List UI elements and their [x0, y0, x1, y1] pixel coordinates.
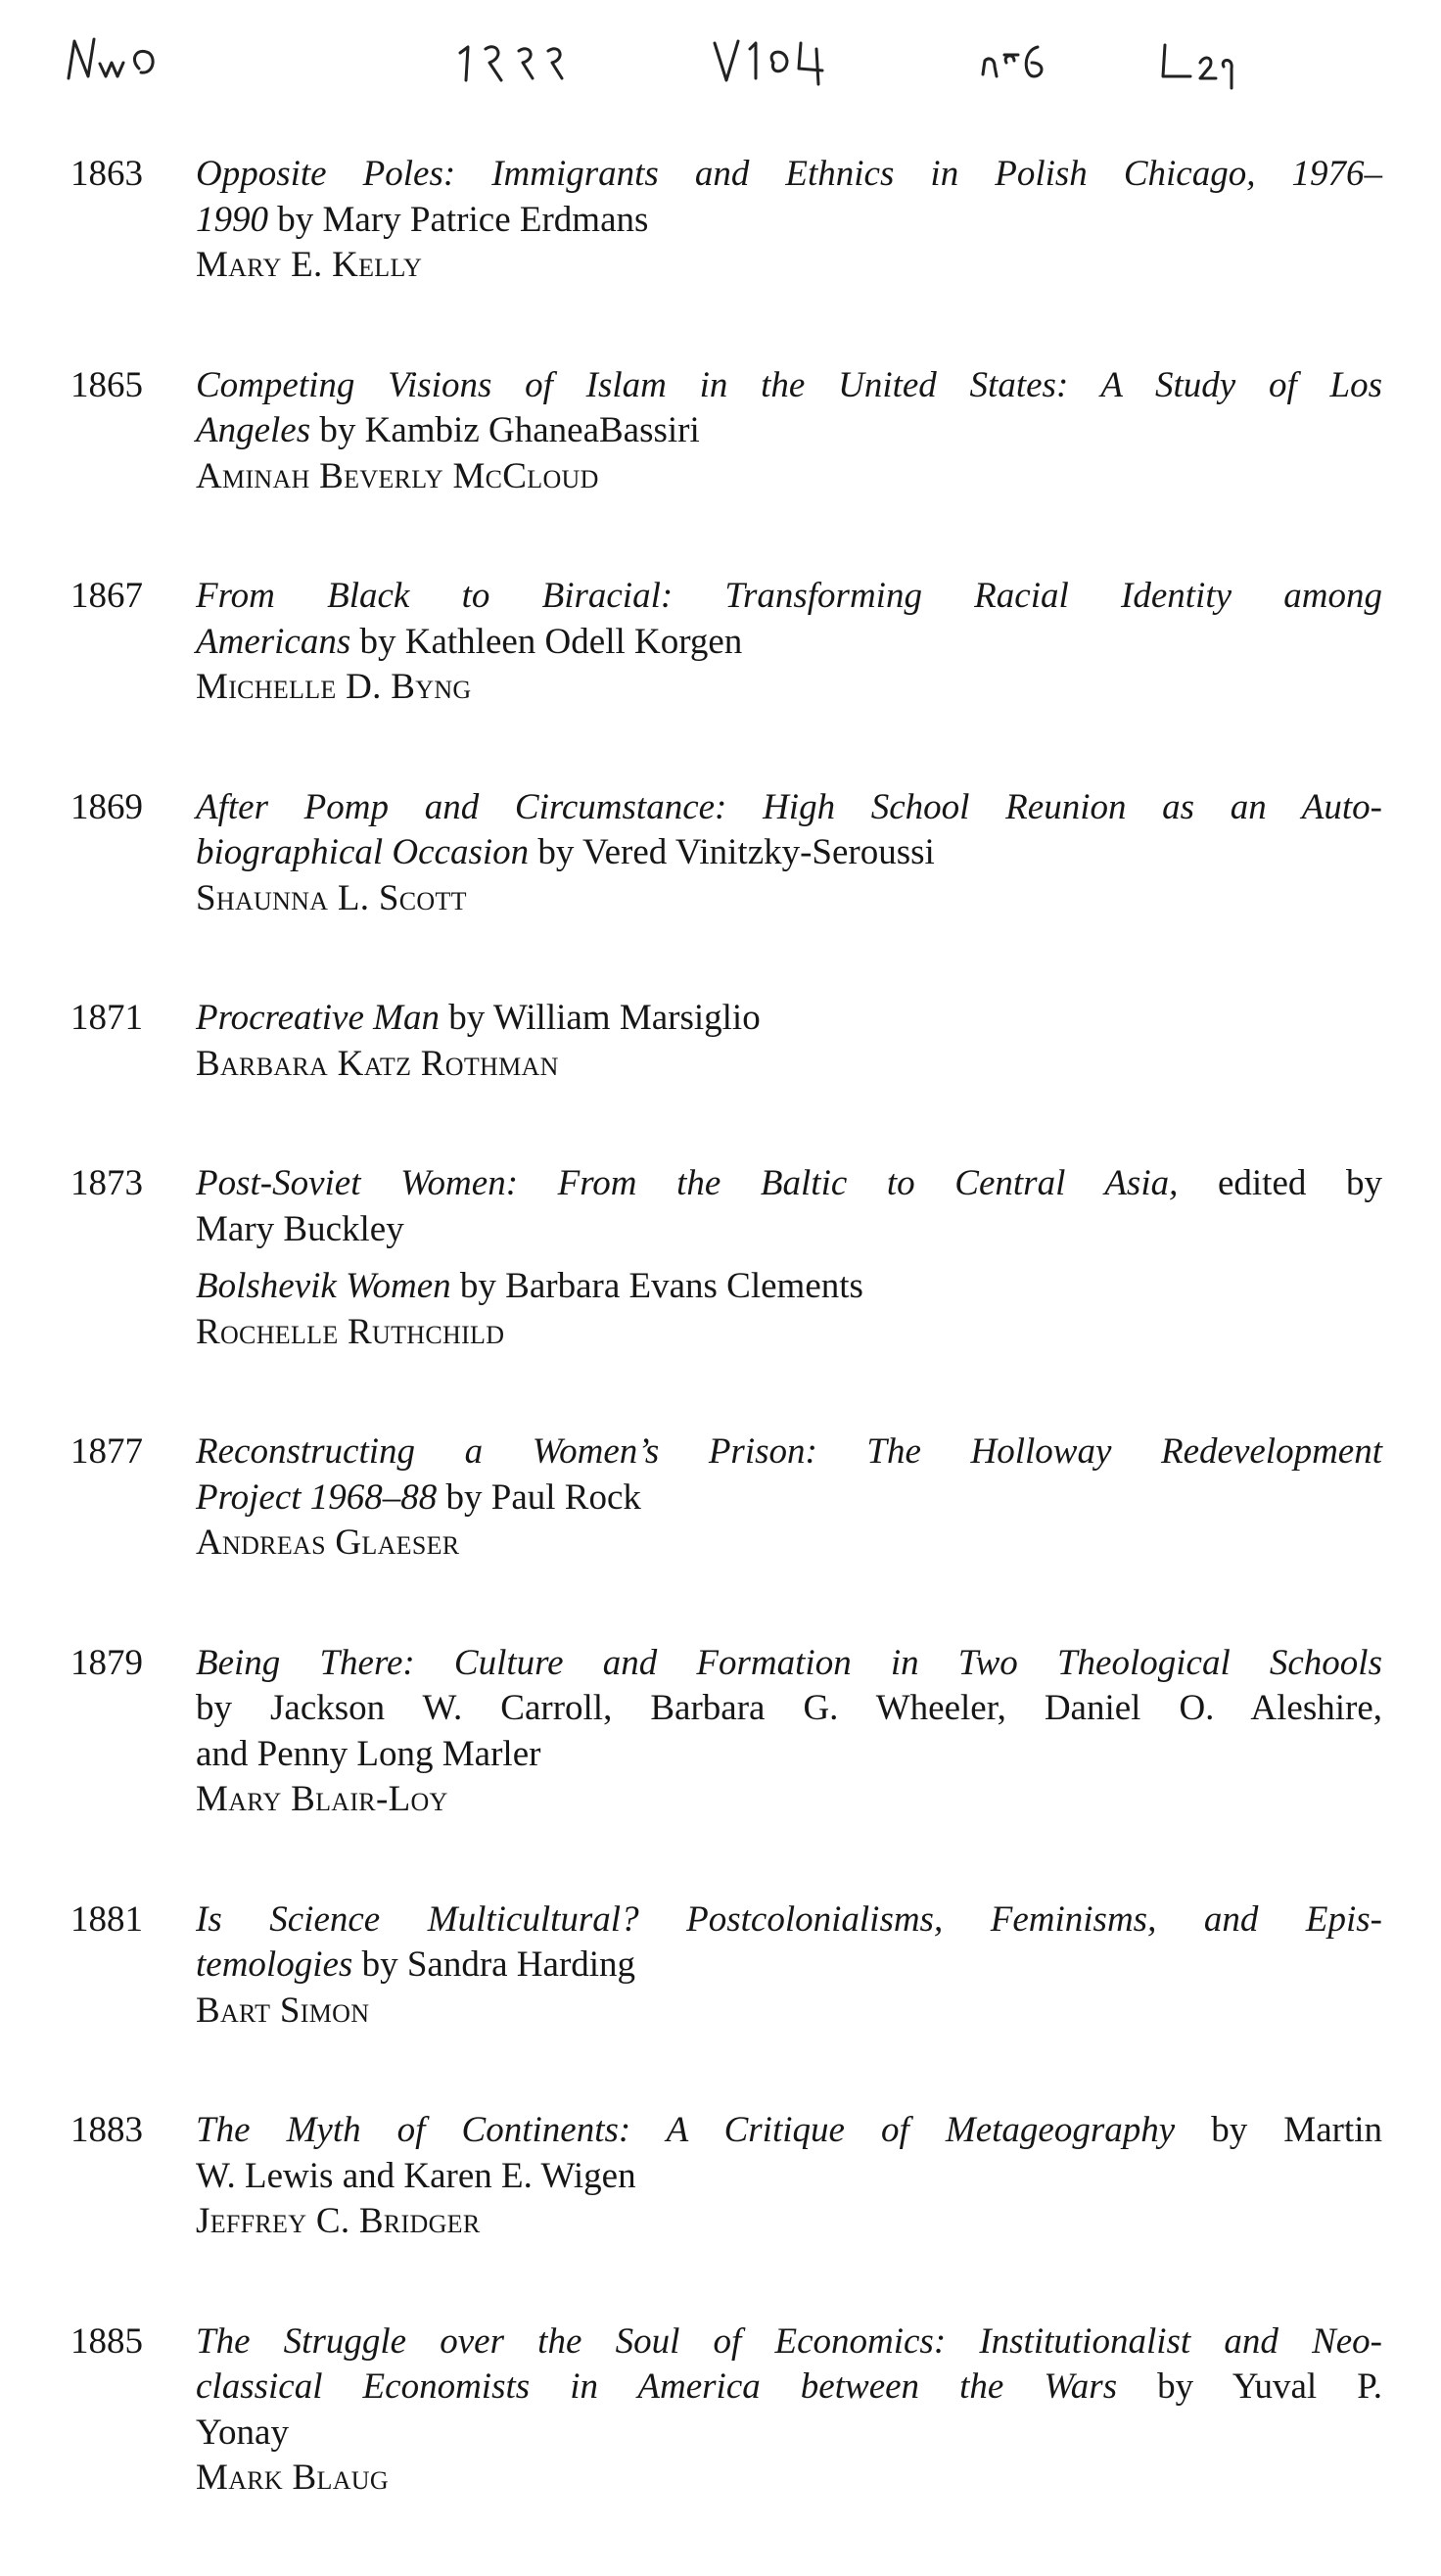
book-title: Opposite Poles: Immigrants and Ethnics in Polish Chicago, 1976– [196, 154, 1382, 194]
review-body [196, 2319, 1382, 2502]
citation-line [196, 1161, 1382, 1207]
page-number: 1869 [70, 786, 143, 827]
page-number: 1865 [70, 364, 143, 405]
book-title: temologies [196, 1944, 353, 1985]
review-body [196, 152, 1382, 289]
citation-line [196, 1943, 1382, 1989]
book-title: Project 1968–88 [196, 1476, 438, 1518]
review-body [196, 1161, 1382, 1355]
book-title: 1990 [196, 199, 268, 240]
review-body [196, 1641, 1382, 1823]
author-text: by Yuval P. [1117, 2366, 1382, 2407]
page-number: 1881 [70, 1898, 143, 1940]
author-text: by William Marsiglio [439, 998, 761, 1038]
author-text: by Mary Patrice Erdmans [268, 199, 649, 240]
page-number: 1883 [70, 2110, 143, 2150]
page-number: 1867 [70, 576, 143, 616]
reviewer-name: Jeffrey C. Bridger [196, 2201, 481, 2241]
citation-line [196, 1641, 1382, 1687]
review-entry [70, 1641, 1382, 1823]
book-title: Competing Visions of Islam in the United States: A Study of Los [196, 364, 1382, 405]
citation-line [196, 574, 1382, 620]
author-text: Yonay [196, 2412, 289, 2453]
review-body [196, 574, 1382, 711]
page-number: 1877 [70, 1431, 143, 1472]
review-body [196, 2108, 1382, 2245]
page-number: 1863 [70, 154, 143, 194]
reviewer-name: Michelle D. Byng [196, 667, 472, 707]
citation-line [196, 198, 1382, 244]
book-title: The Myth of Continents: A Critique of Metageography [196, 2110, 1176, 2150]
citation-line [196, 830, 1382, 876]
citation-line [196, 1264, 1382, 1310]
review-entry [70, 152, 1382, 289]
reviewer-name: Aminah Beverly McCloud [196, 455, 599, 496]
book-title: After Pomp and Circumstance: High School Reunion as an Auto- [196, 786, 1382, 827]
citation-line [196, 620, 1382, 666]
citation-line [196, 2365, 1382, 2411]
book-title: classical Economists in America between the Wars [196, 2366, 1118, 2407]
reviewer-name: Andreas Glaeser [196, 1522, 460, 1563]
citation-line [196, 785, 1382, 831]
author-text: by Paul Rock [437, 1476, 641, 1518]
review-entry [70, 996, 1382, 1087]
page-number: 1873 [70, 1163, 143, 1203]
page-number: 1879 [70, 1642, 143, 1683]
citation-line [196, 2154, 1382, 2200]
author-text: by Barbara Evans Clements [450, 1266, 863, 1306]
review-body [196, 1429, 1382, 1567]
book-title: Americans [196, 621, 351, 662]
citation-line [196, 2411, 1382, 2457]
author-text: by Kambiz GhaneaBassiri [310, 410, 700, 450]
book-title: Reconstructing a Women’s Prison: The Holloway Redevelopment [196, 1431, 1382, 1472]
book-title: Bolshevik Women [196, 1266, 451, 1306]
citation-line [196, 996, 1382, 1042]
author-text: by Kathleen Odell Korgen [350, 621, 743, 662]
book-title: Post-Soviet Women: From the Baltic to Central Asia, [196, 1163, 1179, 1203]
reviewer-name: Bart Simon [196, 1990, 370, 2031]
citation-line [196, 1207, 1382, 1253]
book-title: From Black to Biracial: Transforming Racial Identity among [196, 576, 1382, 616]
reviewer-name: Shaunna L. Scott [196, 877, 467, 918]
citation-line [196, 2319, 1382, 2365]
review-entry [70, 2108, 1382, 2245]
review-entry [70, 2319, 1382, 2502]
author-text: by Martin [1175, 2110, 1382, 2150]
review-entry [70, 1161, 1382, 1355]
review-entry [70, 1897, 1382, 2035]
citation-line [196, 363, 1382, 409]
page-number: 1885 [70, 2320, 143, 2362]
author-text: and Penny Long Marler [196, 1733, 541, 1774]
reviewer-name: Barbara Katz Rothman [196, 1043, 559, 1084]
reviewer-name: Mary E. Kelly [196, 245, 423, 285]
citation-line [196, 1475, 1382, 1522]
citation-line [196, 1897, 1382, 1944]
review-entry [70, 363, 1382, 500]
author-text: by Sandra Harding [352, 1944, 636, 1985]
review-body [196, 996, 1382, 1087]
reviewer-name: Rochelle Ruthchild [196, 1311, 505, 1352]
review-body [196, 363, 1382, 500]
book-title: The Struggle over the Soul of Economics: Institutionalist and Neo- [196, 2320, 1382, 2362]
citation-line [196, 1429, 1382, 1475]
reviewer-name: Mary Blair-Loy [196, 1779, 448, 1819]
author-text: by Jackson W. Carroll, Barbara G. Wheeler, Daniel O. Aleshire, [196, 1688, 1382, 1728]
book-title: Is Science Multicultural? Postcolonialisms, Feminisms, and Epis- [196, 1898, 1382, 1940]
book-title: Angeles [196, 410, 311, 450]
citation-line [196, 152, 1382, 198]
citation-line [196, 1686, 1382, 1732]
review-body [196, 785, 1382, 922]
page-number: 1871 [70, 998, 143, 1038]
review-entry [70, 1429, 1382, 1567]
author-text: Mary Buckley [196, 1208, 404, 1249]
reviewer-name: Mark Blaug [196, 2458, 389, 2498]
review-list [70, 152, 1382, 2576]
citation-line [196, 2108, 1382, 2154]
review-entry [70, 785, 1382, 922]
author-text: edited by [1178, 1163, 1383, 1203]
citation-line [196, 408, 1382, 454]
book-title: Being There: Culture and Formation in Two Theological Schools [196, 1642, 1382, 1683]
citation-line [196, 1732, 1382, 1778]
review-entry [70, 574, 1382, 711]
handwritten-note [59, 20, 1371, 147]
book-title: biographical Occasion [196, 832, 530, 872]
author-text: by Vered Vinitzky-Seroussi [529, 832, 935, 872]
book-title: Procreative Man [196, 998, 440, 1038]
review-body [196, 1897, 1382, 2035]
author-text: W. Lewis and Karen E. Wigen [196, 2155, 636, 2196]
